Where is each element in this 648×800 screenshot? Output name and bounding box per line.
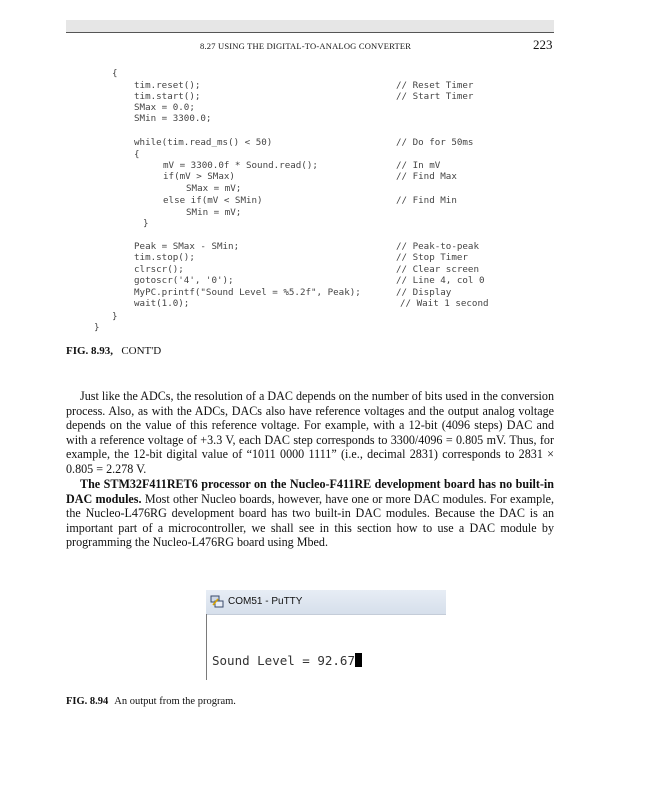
code-line: SMax = 0.0; bbox=[134, 102, 195, 113]
code-line: } bbox=[112, 311, 118, 322]
paragraph-rest: Most other Nucleo boards, however, have one or more DAC modules. For example, the Nucleo-L476RG development board has two built-in DAC modules. Because the DAC is an important part of a microcontroller, we shall see in this section how to use a DAC module by programming the Nucleo-L476RG board using Mbed. bbox=[66, 491, 554, 550]
putty-window-screenshot bbox=[206, 590, 446, 680]
page-number: 223 bbox=[533, 37, 553, 52]
figure-caption-8-93 bbox=[66, 345, 161, 357]
code-comment: // Stop Timer bbox=[396, 252, 468, 263]
code-line: mV = 3300.0f * Sound.read(); bbox=[163, 160, 318, 171]
code-line: MyPC.printf("Sound Level = %5.2f", Peak); bbox=[134, 287, 361, 298]
paragraph-text bbox=[66, 477, 554, 550]
terminal-cursor bbox=[355, 653, 362, 667]
figure-label: FIG. 8.93, bbox=[66, 345, 114, 357]
code-comment: // Do for 50ms bbox=[396, 137, 474, 148]
code-line: Peak = SMax - SMin; bbox=[134, 241, 240, 252]
code-comment: // Display bbox=[396, 287, 452, 298]
code-line: if(mV > SMax) bbox=[163, 171, 235, 182]
code-line: { bbox=[112, 68, 118, 79]
code-comment: // Line 4, col 0 bbox=[396, 275, 485, 286]
figure-caption-text: An output from the program. bbox=[114, 696, 236, 707]
terminal-output-line bbox=[212, 653, 362, 668]
code-line: } bbox=[94, 322, 100, 333]
code-line: while(tim.read_ms() < 50) bbox=[134, 137, 273, 148]
code-line: else if(mV < SMin) bbox=[163, 195, 263, 206]
code-line: } bbox=[143, 218, 149, 229]
paragraph-bold-lead: The STM32F411RET6 processor on the Nucleo-F411RE development board has no built-in DAC modules. bbox=[66, 477, 554, 506]
figure-caption-8-94 bbox=[66, 696, 236, 707]
code-comment: // Start Timer bbox=[396, 91, 474, 102]
paragraph-dac-modules bbox=[66, 477, 554, 550]
terminal-output-text: Sound Level = 92.67 bbox=[212, 653, 355, 668]
code-comment: // Reset Timer bbox=[396, 80, 474, 91]
code-line: clrscr(); bbox=[134, 264, 184, 275]
code-line: wait(1.0); bbox=[134, 298, 190, 309]
code-listing bbox=[0, 0, 648, 340]
putty-title-bar bbox=[206, 590, 446, 615]
code-comment: // Find Min bbox=[396, 195, 457, 206]
code-line: SMin = 3300.0; bbox=[134, 113, 212, 124]
code-line: gotoscr('4', '0'); bbox=[134, 275, 234, 286]
code-line: tim.stop(); bbox=[134, 252, 195, 263]
code-line: SMin = mV; bbox=[186, 207, 242, 218]
paragraph-dac-resolution bbox=[66, 389, 554, 477]
figure-label: FIG. 8.94 bbox=[66, 696, 109, 707]
paragraph-text: Just like the ADCs, the resolution of a DAC depends on the number of bits used in the conversion process. Also, as with the ADCs, DACs also have reference voltages and the output analog voltage depends on the value of this reference voltage. For example, with a 12-bit (4096 steps) DAC and with a reference voltage of +3.3 V, each DAC step corresponds to 3300/4096 = 0.805 mV. Thus, for example, the 12-bit digital value of “1011 0000 1111” (i.e., decimal 2831) corresponds to 2831 × 0.805 = 2.278 V. bbox=[66, 389, 554, 476]
terminal-area bbox=[207, 615, 446, 680]
code-line: { bbox=[134, 149, 140, 160]
code-comment: // Find Max bbox=[396, 171, 457, 182]
code-comment: // Peak-to-peak bbox=[396, 241, 479, 252]
code-line: tim.start(); bbox=[134, 91, 201, 102]
code-line: SMax = mV; bbox=[186, 183, 242, 194]
code-comment: // Clear screen bbox=[396, 264, 479, 275]
code-comment: // Wait 1 second bbox=[400, 298, 489, 309]
code-comment: // In mV bbox=[396, 160, 441, 171]
putty-app-icon bbox=[210, 595, 224, 609]
code-line: tim.reset(); bbox=[134, 80, 201, 91]
putty-window-title: COM51 - PuTTY bbox=[228, 596, 303, 607]
running-head: 8.27 USING THE DIGITAL-TO-ANALOG CONVERTER bbox=[200, 41, 412, 51]
figure-caption-text: CONT'D bbox=[121, 345, 162, 357]
